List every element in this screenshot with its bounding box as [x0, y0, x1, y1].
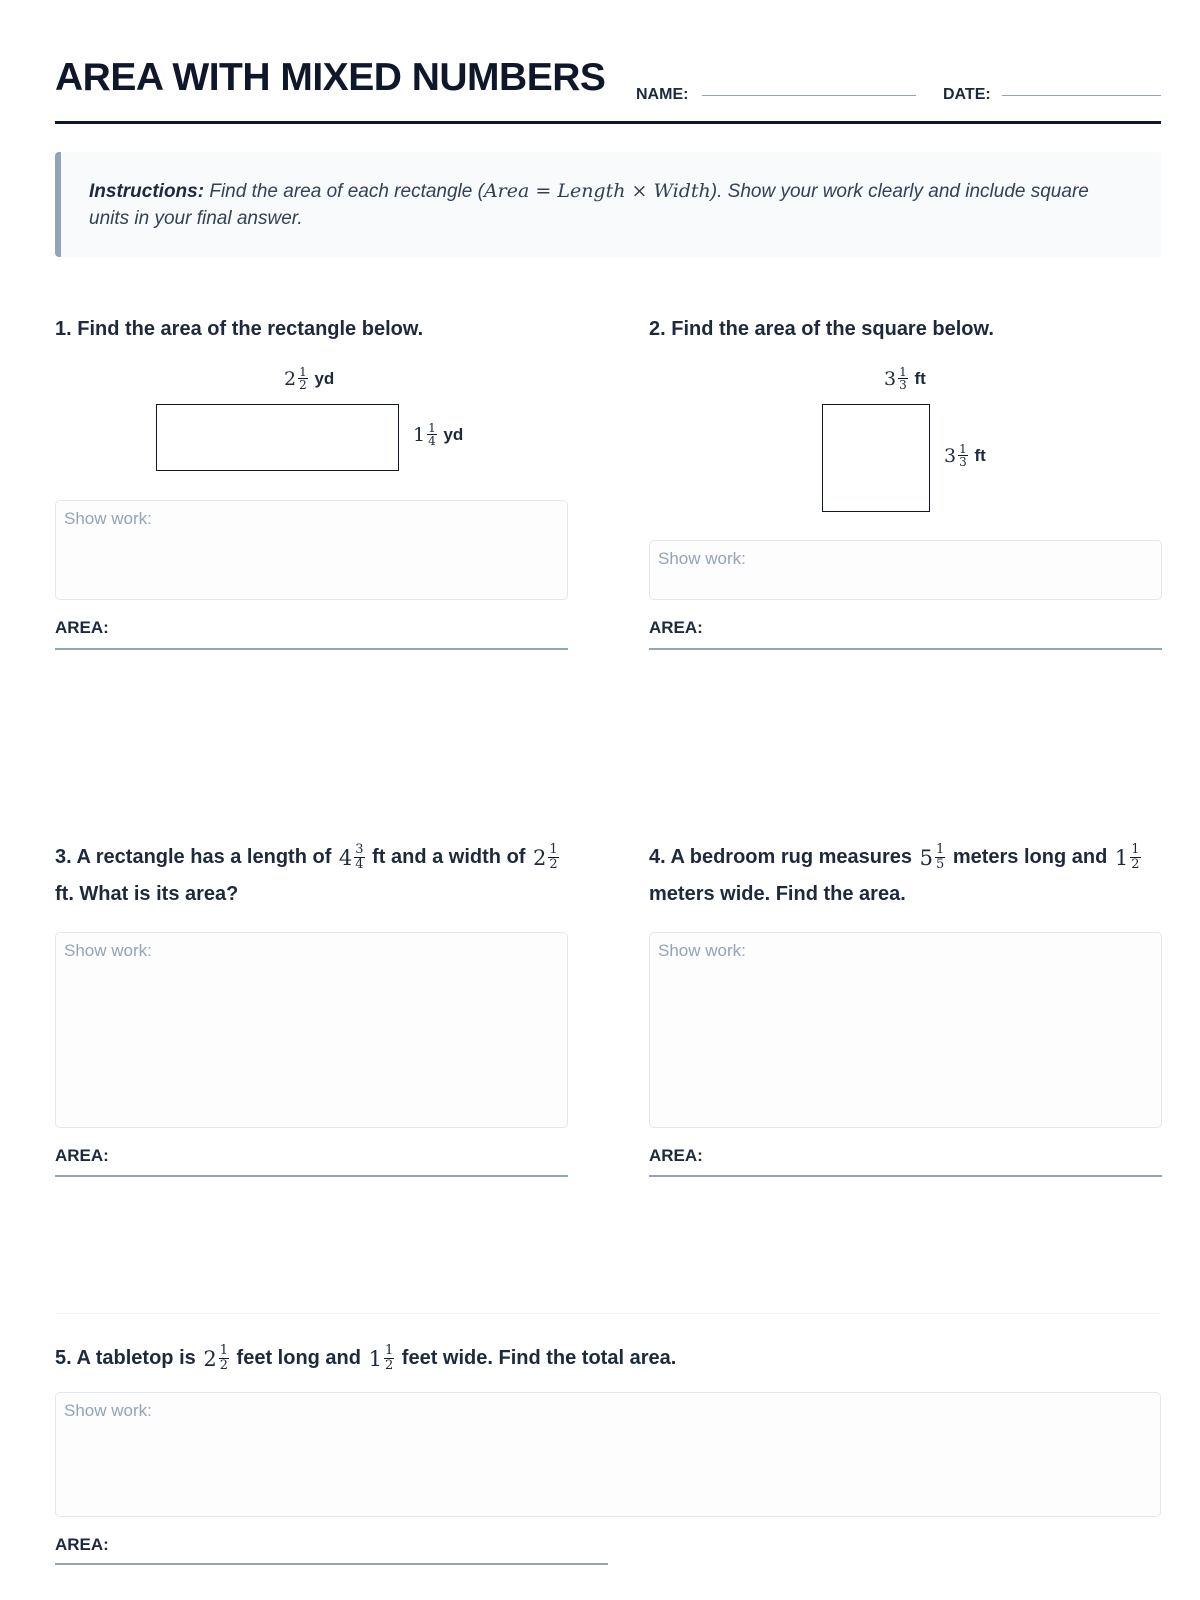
- instructions-after: ). Show your work clearly and include square units in your final answer.: [89, 181, 1089, 229]
- problem-1-work-box[interactable]: [55, 500, 568, 600]
- problem-2-side-label: 3 $\frac{1}{3}$ ft: [944, 442, 986, 469]
- problem-4-area-label: AREA:: [649, 1146, 703, 1165]
- problem-1-answer-line[interactable]: [55, 648, 568, 650]
- problem-2-square: [822, 404, 930, 512]
- instructions-box: [55, 152, 1161, 257]
- work-label: Show work:: [64, 1401, 152, 1420]
- date-field[interactable]: [1002, 95, 1161, 96]
- date-label: DATE:: [943, 86, 991, 103]
- problem-4-work-box[interactable]: [649, 932, 1162, 1128]
- worksheet-title: AREA WITH MIXED NUMBERS: [55, 56, 606, 99]
- name-label: NAME:: [636, 86, 689, 103]
- work-label: Show work:: [658, 941, 746, 960]
- problem-5-answer-line[interactable]: [55, 1563, 608, 1565]
- problem-2-length-label: 3 $\frac{1}{3}$ ft: [884, 365, 926, 392]
- problem-1-rectangle: [156, 404, 399, 471]
- header-divider: [55, 121, 1161, 124]
- work-label: Show work:: [658, 549, 746, 568]
- problem-1-width-label: 1 $\frac{1}{4}$ yd: [413, 421, 464, 448]
- name-field[interactable]: [702, 95, 916, 96]
- problem-3-area-label: AREA:: [55, 1146, 109, 1165]
- problem-3-work-box[interactable]: [55, 932, 568, 1128]
- work-label: Show work:: [64, 509, 152, 528]
- problem-1-title: 1. Find the area of the rectangle below.: [55, 318, 424, 340]
- problem-2-work-box[interactable]: [649, 540, 1162, 600]
- instructions-lead: Instructions:: [89, 181, 205, 202]
- section-divider: [55, 1313, 1161, 1314]
- problem-3-title: 3. A rectangle has a length of 4 $\frac{3}{4}$ ft and a width of 2 $\frac{1}{2}$ ft. What is its area?: [55, 842, 558, 905]
- problem-1-area-label: AREA:: [55, 618, 109, 637]
- problem-4-title: 4. A bedroom rug measures 5 $\frac{1}{5}$ meters long and 1 $\frac{1}{2}$ meters wide. Find the area.: [649, 842, 1140, 905]
- instructions-before: Find the area of each rectangle (: [209, 181, 484, 202]
- problem-2-answer-line[interactable]: [649, 648, 1162, 650]
- area-formula: Area = Length × Width: [483, 180, 711, 202]
- problem-3-answer-line[interactable]: [55, 1175, 568, 1177]
- instructions-text: [89, 178, 1129, 232]
- work-label: Show work:: [64, 941, 152, 960]
- problem-2-title: 2. Find the area of the square below.: [649, 318, 994, 340]
- problem-5-work-box[interactable]: [55, 1392, 1161, 1517]
- problem-4-answer-line[interactable]: [649, 1175, 1162, 1177]
- problem-5-area-label: AREA:: [55, 1535, 109, 1554]
- problem-2-area-label: AREA:: [649, 618, 703, 637]
- problem-5-title: 5. A tabletop is 2 $\frac{1}{2}$ feet long and 1 $\frac{1}{2}$ feet wide. Find the total area.: [55, 1343, 677, 1374]
- problem-1-length-label: 2 $\frac{1}{2}$ yd: [284, 365, 335, 392]
